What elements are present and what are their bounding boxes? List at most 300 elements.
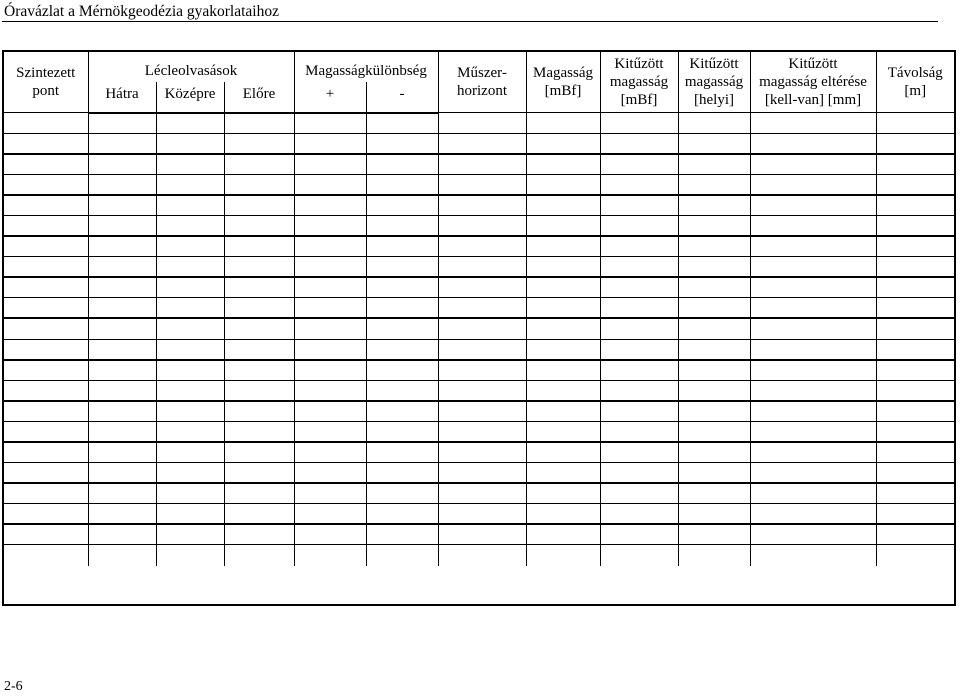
- table-cell[interactable]: [294, 360, 366, 381]
- table-cell[interactable]: [750, 113, 876, 134]
- table-cell[interactable]: [600, 174, 678, 195]
- table-cell[interactable]: [156, 524, 224, 545]
- table-cell[interactable]: [678, 113, 750, 134]
- table-cell[interactable]: [156, 545, 224, 566]
- table-cell[interactable]: [600, 215, 678, 236]
- table-row: [4, 277, 954, 298]
- table-cell[interactable]: [156, 277, 224, 298]
- table-cell[interactable]: [156, 195, 224, 216]
- table-cell[interactable]: [88, 195, 156, 216]
- table-cell[interactable]: [156, 257, 224, 278]
- table-cell[interactable]: [526, 133, 600, 154]
- table-cell[interactable]: [88, 318, 156, 339]
- table-cell[interactable]: [750, 154, 876, 175]
- table-cell[interactable]: [294, 257, 366, 278]
- table-cell[interactable]: [156, 215, 224, 236]
- table-cell[interactable]: [750, 504, 876, 525]
- table-cell[interactable]: [876, 463, 954, 484]
- table-cell[interactable]: [88, 277, 156, 298]
- table-cell[interactable]: [88, 380, 156, 401]
- table-cell[interactable]: [438, 154, 526, 175]
- table-cell[interactable]: [526, 380, 600, 401]
- table-cell[interactable]: [438, 463, 526, 484]
- table-cell[interactable]: [224, 442, 294, 463]
- table-cell[interactable]: [156, 463, 224, 484]
- table-cell[interactable]: [526, 318, 600, 339]
- table-cell[interactable]: [600, 236, 678, 257]
- table-cell[interactable]: [4, 257, 88, 278]
- table-cell[interactable]: [88, 257, 156, 278]
- header-point: Szintezett pont: [4, 52, 88, 113]
- table-cell[interactable]: [678, 401, 750, 422]
- table-cell[interactable]: [678, 174, 750, 195]
- table-cell[interactable]: [156, 380, 224, 401]
- table-cell[interactable]: [366, 421, 438, 442]
- table-cell[interactable]: [366, 483, 438, 504]
- table-cell[interactable]: [294, 463, 366, 484]
- table-cell[interactable]: [526, 113, 600, 134]
- table-cell[interactable]: [366, 545, 438, 566]
- table-cell[interactable]: [4, 236, 88, 257]
- table-cell[interactable]: [294, 339, 366, 360]
- table-cell[interactable]: [88, 421, 156, 442]
- table-cell[interactable]: [600, 421, 678, 442]
- table-cell[interactable]: [678, 545, 750, 566]
- table-cell[interactable]: [224, 421, 294, 442]
- table-cell[interactable]: [88, 504, 156, 525]
- table-row: [4, 545, 954, 566]
- table-row: [4, 133, 954, 154]
- table-cell[interactable]: [4, 442, 88, 463]
- table-cell[interactable]: [4, 483, 88, 504]
- table-row: [4, 236, 954, 257]
- table-cell[interactable]: [526, 236, 600, 257]
- table-cell[interactable]: [526, 524, 600, 545]
- table-cell[interactable]: [600, 380, 678, 401]
- table-cell[interactable]: [366, 463, 438, 484]
- table-row: [4, 174, 954, 195]
- header-distance: Távolság [m]: [876, 52, 954, 113]
- table-cell[interactable]: [438, 133, 526, 154]
- table-cell[interactable]: [438, 504, 526, 525]
- table-cell[interactable]: [88, 174, 156, 195]
- table-cell[interactable]: [366, 380, 438, 401]
- table-cell[interactable]: [294, 298, 366, 319]
- table-cell[interactable]: [438, 257, 526, 278]
- table-cell[interactable]: [88, 339, 156, 360]
- table-cell[interactable]: [750, 442, 876, 463]
- table-cell[interactable]: [4, 195, 88, 216]
- table-cell[interactable]: [224, 215, 294, 236]
- table-cell[interactable]: [750, 236, 876, 257]
- table-cell[interactable]: [600, 483, 678, 504]
- table-cell[interactable]: [678, 339, 750, 360]
- table-cell[interactable]: [600, 154, 678, 175]
- table-cell[interactable]: [600, 463, 678, 484]
- table-cell[interactable]: [4, 360, 88, 381]
- table-cell[interactable]: [366, 360, 438, 381]
- table-cell[interactable]: [366, 504, 438, 525]
- table-cell[interactable]: [4, 318, 88, 339]
- table-cell[interactable]: [4, 421, 88, 442]
- table-cell[interactable]: [366, 257, 438, 278]
- header-back: Hátra: [88, 82, 156, 112]
- table-cell[interactable]: [678, 483, 750, 504]
- table-cell[interactable]: [294, 545, 366, 566]
- table-cell[interactable]: [678, 133, 750, 154]
- table-cell[interactable]: [678, 442, 750, 463]
- table-cell[interactable]: [600, 318, 678, 339]
- table-cell[interactable]: [294, 421, 366, 442]
- table-cell[interactable]: [876, 442, 954, 463]
- table-cell[interactable]: [526, 483, 600, 504]
- table-cell[interactable]: [678, 298, 750, 319]
- table-cell[interactable]: [750, 483, 876, 504]
- table-row: [4, 339, 954, 360]
- table-cell[interactable]: [750, 318, 876, 339]
- table-cell[interactable]: [88, 401, 156, 422]
- table-cell[interactable]: [4, 277, 88, 298]
- table-cell[interactable]: [438, 401, 526, 422]
- table-cell[interactable]: [600, 339, 678, 360]
- table-cell[interactable]: [678, 360, 750, 381]
- header-staked-deviation: Kitűzött magasság eltérése [kell-van] [mm]: [750, 52, 876, 113]
- table-cell[interactable]: [526, 298, 600, 319]
- table-cell[interactable]: [4, 463, 88, 484]
- table-cell[interactable]: [366, 236, 438, 257]
- table-cell[interactable]: [294, 277, 366, 298]
- table-cell[interactable]: [526, 504, 600, 525]
- table-cell[interactable]: [156, 154, 224, 175]
- header-readings-group: Lécleolvasások: [88, 52, 294, 82]
- table-cell[interactable]: [224, 298, 294, 319]
- table-cell[interactable]: [294, 113, 366, 134]
- table-cell[interactable]: [156, 318, 224, 339]
- table-cell[interactable]: [600, 504, 678, 525]
- table-cell[interactable]: [156, 504, 224, 525]
- table-cell[interactable]: [678, 318, 750, 339]
- table-row: [4, 215, 954, 236]
- table-cell[interactable]: [750, 195, 876, 216]
- table-cell[interactable]: [600, 524, 678, 545]
- table-cell[interactable]: [224, 360, 294, 381]
- levelling-log-table: [4, 52, 954, 566]
- header-instrument-horizon: Műszer- horizont: [438, 52, 526, 113]
- table-cell[interactable]: [438, 421, 526, 442]
- table-cell[interactable]: [224, 257, 294, 278]
- table-cell[interactable]: [88, 524, 156, 545]
- table-row: [4, 113, 954, 134]
- table-cell[interactable]: [750, 421, 876, 442]
- table-cell[interactable]: [876, 195, 954, 216]
- table-cell[interactable]: [224, 483, 294, 504]
- table-cell[interactable]: [156, 442, 224, 463]
- table-cell[interactable]: [438, 236, 526, 257]
- table-cell[interactable]: [876, 360, 954, 381]
- table-cell[interactable]: [88, 360, 156, 381]
- table-cell[interactable]: [876, 421, 954, 442]
- table-cell[interactable]: [750, 277, 876, 298]
- table-cell[interactable]: [600, 298, 678, 319]
- table-cell[interactable]: [526, 154, 600, 175]
- table-cell[interactable]: [294, 236, 366, 257]
- table-cell[interactable]: [876, 277, 954, 298]
- table-cell[interactable]: [4, 113, 88, 134]
- table-cell[interactable]: [156, 360, 224, 381]
- table-cell[interactable]: [88, 545, 156, 566]
- table-cell[interactable]: [750, 133, 876, 154]
- table-cell[interactable]: [600, 277, 678, 298]
- table-cell[interactable]: [156, 113, 224, 134]
- table-cell[interactable]: [678, 257, 750, 278]
- table-cell[interactable]: [294, 133, 366, 154]
- table-cell[interactable]: [750, 401, 876, 422]
- table-cell[interactable]: [88, 298, 156, 319]
- header-middle: Középre: [156, 82, 224, 112]
- table-cell[interactable]: [438, 113, 526, 134]
- table-cell[interactable]: [224, 195, 294, 216]
- table-cell[interactable]: [224, 174, 294, 195]
- table-cell[interactable]: [88, 236, 156, 257]
- table-cell[interactable]: [4, 545, 88, 566]
- table-cell[interactable]: [876, 401, 954, 422]
- table-cell[interactable]: [526, 257, 600, 278]
- table-cell[interactable]: [876, 504, 954, 525]
- table-cell[interactable]: [156, 298, 224, 319]
- table-cell[interactable]: [366, 195, 438, 216]
- table-cell[interactable]: [156, 236, 224, 257]
- table-cell[interactable]: [678, 277, 750, 298]
- table-cell[interactable]: [294, 318, 366, 339]
- table-cell[interactable]: [294, 380, 366, 401]
- table-cell[interactable]: [678, 463, 750, 484]
- table-cell[interactable]: [438, 195, 526, 216]
- header-divider: [2, 21, 938, 22]
- table-cell[interactable]: [224, 380, 294, 401]
- table-cell[interactable]: [600, 113, 678, 134]
- table-cell[interactable]: [366, 524, 438, 545]
- table-cell[interactable]: [4, 174, 88, 195]
- header-fore: Előre: [224, 82, 294, 112]
- table-cell[interactable]: [366, 133, 438, 154]
- table-cell[interactable]: [224, 524, 294, 545]
- table-cell[interactable]: [876, 545, 954, 566]
- table-cell[interactable]: [224, 236, 294, 257]
- table-cell[interactable]: [156, 483, 224, 504]
- table-cell[interactable]: [600, 545, 678, 566]
- table-cell[interactable]: [438, 483, 526, 504]
- table-cell[interactable]: [526, 215, 600, 236]
- table-cell[interactable]: [438, 318, 526, 339]
- table-cell[interactable]: [750, 174, 876, 195]
- table-cell[interactable]: [88, 154, 156, 175]
- table-cell[interactable]: [750, 298, 876, 319]
- table-cell[interactable]: [4, 339, 88, 360]
- table-cell[interactable]: [438, 215, 526, 236]
- table-cell[interactable]: [678, 421, 750, 442]
- table-row: [4, 463, 954, 484]
- table-body: [4, 113, 954, 566]
- table-cell[interactable]: [678, 504, 750, 525]
- table-cell[interactable]: [438, 380, 526, 401]
- table-cell[interactable]: [88, 463, 156, 484]
- table-cell[interactable]: [876, 133, 954, 154]
- table-cell[interactable]: [600, 257, 678, 278]
- table-cell[interactable]: [526, 360, 600, 381]
- table-cell[interactable]: [876, 154, 954, 175]
- table-cell[interactable]: [600, 401, 678, 422]
- table-cell[interactable]: [876, 524, 954, 545]
- table-cell[interactable]: [4, 380, 88, 401]
- table-cell[interactable]: [156, 421, 224, 442]
- table-cell[interactable]: [600, 442, 678, 463]
- table-cell[interactable]: [366, 339, 438, 360]
- table-cell[interactable]: [88, 113, 156, 134]
- table-row: [4, 154, 954, 175]
- table-cell[interactable]: [750, 380, 876, 401]
- table-cell[interactable]: [224, 463, 294, 484]
- table-cell[interactable]: [294, 442, 366, 463]
- table-cell[interactable]: [678, 215, 750, 236]
- table-cell[interactable]: [294, 524, 366, 545]
- table-cell[interactable]: [88, 133, 156, 154]
- header-minus: -: [366, 82, 438, 112]
- table-cell[interactable]: [526, 401, 600, 422]
- table-cell[interactable]: [438, 174, 526, 195]
- table-cell[interactable]: [88, 215, 156, 236]
- table-cell[interactable]: [366, 215, 438, 236]
- table-cell[interactable]: [678, 154, 750, 175]
- table-cell[interactable]: [294, 215, 366, 236]
- table-cell[interactable]: [750, 215, 876, 236]
- table-cell[interactable]: [294, 154, 366, 175]
- table-cell[interactable]: [600, 360, 678, 381]
- table-cell[interactable]: [224, 277, 294, 298]
- table-cell[interactable]: [526, 545, 600, 566]
- table-cell[interactable]: [438, 298, 526, 319]
- table-cell[interactable]: [294, 195, 366, 216]
- table-cell[interactable]: [438, 360, 526, 381]
- table-cell[interactable]: [4, 133, 88, 154]
- table-cell[interactable]: [156, 133, 224, 154]
- table-cell[interactable]: [438, 339, 526, 360]
- table-cell[interactable]: [224, 113, 294, 134]
- table-cell[interactable]: [156, 174, 224, 195]
- table-cell[interactable]: [4, 524, 88, 545]
- table-cell[interactable]: [224, 318, 294, 339]
- table-cell[interactable]: [294, 483, 366, 504]
- table-cell[interactable]: [294, 401, 366, 422]
- table-row: [4, 318, 954, 339]
- table-cell[interactable]: [156, 339, 224, 360]
- table-cell[interactable]: [438, 442, 526, 463]
- table-cell[interactable]: [526, 174, 600, 195]
- table-cell[interactable]: [366, 298, 438, 319]
- table-cell[interactable]: [678, 236, 750, 257]
- header-height-diff-group: Magasságkülönbség: [294, 52, 438, 82]
- table-cell[interactable]: [224, 504, 294, 525]
- table-cell[interactable]: [876, 174, 954, 195]
- table-cell[interactable]: [526, 339, 600, 360]
- table-cell[interactable]: [4, 215, 88, 236]
- table-cell[interactable]: [366, 174, 438, 195]
- table-cell[interactable]: [4, 401, 88, 422]
- table-cell[interactable]: [876, 113, 954, 134]
- table-cell[interactable]: [876, 215, 954, 236]
- table-row: [4, 195, 954, 216]
- table-cell[interactable]: [678, 195, 750, 216]
- table-cell[interactable]: [876, 483, 954, 504]
- table-cell[interactable]: [678, 524, 750, 545]
- table-cell[interactable]: [366, 113, 438, 134]
- table-cell[interactable]: [4, 154, 88, 175]
- table-row: [4, 483, 954, 504]
- table-cell[interactable]: [876, 318, 954, 339]
- table-row: [4, 298, 954, 319]
- table-cell[interactable]: [366, 154, 438, 175]
- table-cell[interactable]: [88, 483, 156, 504]
- table-cell[interactable]: [366, 442, 438, 463]
- table-cell[interactable]: [88, 442, 156, 463]
- table-cell[interactable]: [750, 339, 876, 360]
- table-cell[interactable]: [366, 401, 438, 422]
- table-cell[interactable]: [750, 257, 876, 278]
- table-cell[interactable]: [750, 545, 876, 566]
- table-cell[interactable]: [876, 380, 954, 401]
- table-row: [4, 257, 954, 278]
- table-row: [4, 380, 954, 401]
- table-cell[interactable]: [366, 277, 438, 298]
- header-plus: +: [294, 82, 366, 112]
- table-cell[interactable]: [526, 463, 600, 484]
- table-cell[interactable]: [224, 545, 294, 566]
- table-cell[interactable]: [366, 318, 438, 339]
- table-cell[interactable]: [678, 380, 750, 401]
- table-cell[interactable]: [876, 298, 954, 319]
- table-row: [4, 401, 954, 422]
- table-cell[interactable]: [4, 298, 88, 319]
- table-cell[interactable]: [750, 463, 876, 484]
- table-cell[interactable]: [750, 524, 876, 545]
- table-row: [4, 442, 954, 463]
- table-cell[interactable]: [224, 339, 294, 360]
- table-cell[interactable]: [526, 277, 600, 298]
- header-staked-height-local: Kitűzött magasság [helyi]: [678, 52, 750, 113]
- table-cell[interactable]: [876, 339, 954, 360]
- table-cell[interactable]: [224, 401, 294, 422]
- header-staked-height-mbf: Kitűzött magasság [mBf]: [600, 52, 678, 113]
- table-cell[interactable]: [526, 195, 600, 216]
- table-cell[interactable]: [224, 154, 294, 175]
- page-title: Óravázlat a Mérnökgeodézia gyakorlataihoz: [4, 3, 279, 20]
- table-cell[interactable]: [294, 174, 366, 195]
- table-cell[interactable]: [600, 133, 678, 154]
- table-cell[interactable]: [600, 195, 678, 216]
- table-cell[interactable]: [526, 442, 600, 463]
- table-cell[interactable]: [224, 133, 294, 154]
- table-row: [4, 524, 954, 545]
- table-cell[interactable]: [156, 401, 224, 422]
- table-cell[interactable]: [438, 545, 526, 566]
- table-cell[interactable]: [750, 360, 876, 381]
- table-cell[interactable]: [294, 504, 366, 525]
- table-cell[interactable]: [526, 421, 600, 442]
- table-cell[interactable]: [438, 277, 526, 298]
- table-cell[interactable]: [4, 504, 88, 525]
- table-cell[interactable]: [876, 236, 954, 257]
- table-cell[interactable]: [876, 257, 954, 278]
- table-cell[interactable]: [438, 524, 526, 545]
